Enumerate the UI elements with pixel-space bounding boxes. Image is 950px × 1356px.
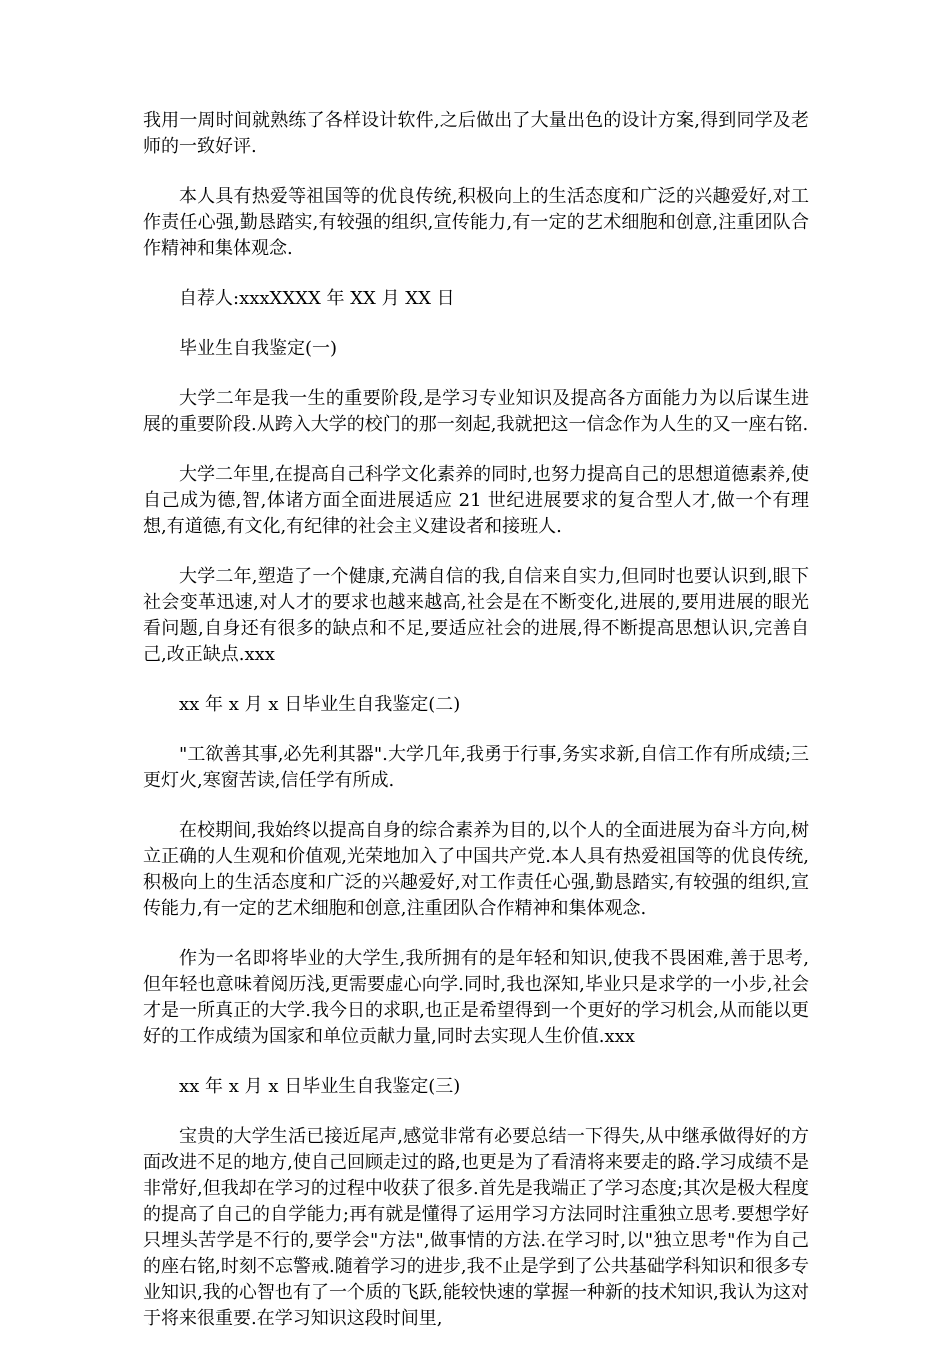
section-heading-3: xx 年 x 月 x 日毕业生自我鉴定(三) [179, 1076, 461, 1097]
document-body [143, 108, 809, 1356]
paragraph-3a: 宝贵的大学生活已接近尾声,感觉非常有必要总结一下得失,从中继承做得好的方面改进不足的地方,使自己回顾走过的路,也更是为了看清将来要走的路.学习成绩不是非常好,但我却在学习的过程中收获了很多.首先是我端正了学习态度;其次是极大程度的提高了自己的自学能力;再有就是懂得了运用学习方法同时注重独立思考.要想学好只埋头苦学是不行的,要学会"方法",做事情的方法.在学习时,以"独立思考"作为自己的座右铭,时刻不忘警戒.随着学习的进步,我不止是学到了公共基础学科知识和很多专业知识,我的心智也有了一个质的飞跃,能较快速的掌握一种新的技术知识,我认为这对于将来很重要.在学习知识这段时间里, [143, 1126, 809, 1329]
paragraph-2a: "工欲善其事,必先利其器".大学几年,我勇于行事,务实求新,自信工作有所成绩;三更灯火,寒窗苦读,信任学有所成. [143, 744, 809, 791]
paragraph-1a: 大学二年是我一生的重要阶段,是学习专业知识及提高各方面能力为以后谋生进展的重要阶段.从跨入大学的校门的那一刻起,我就把这一信念作为人生的又一座右铭. [143, 388, 809, 435]
paragraph-intro-continued: 我用一周时间就熟练了各样设计软件,之后做出了大量出色的设计方案,得到同学及老师的一致好评. [143, 110, 809, 157]
paragraph-2c: 作为一名即将毕业的大学生,我所拥有的是年轻和知识,使我不畏困难,善于思考,但年轻也意味着阅历浅,更需要虚心向学.同时,我也深知,毕业只是求学的一小步,社会才是一所真正的大学.我今日的求职,也正是希望得到一个更好的学习机会,从而能以更好的工作成绩为国家和单位贡献力量,同时去实现人生价值.xxx [143, 948, 809, 1047]
section-heading-2: xx 年 x 月 x 日毕业生自我鉴定(二) [179, 694, 461, 715]
paragraph-2b: 在校期间,我始终以提高自身的综合素养为目的,以个人的全面进展为奋斗方向,树立正确的人生观和价值观,光荣地加入了中国共产党.本人具有热爱祖国等的优良传统,积极向上的生活态度和广泛的兴趣爱好,对工作责任心强,勤恳踏实,有较强的组织,宣传能力,有一定的艺术细胞和创意,注重团队合作精神和集体观念. [143, 820, 809, 919]
paragraph-1b: 大学二年里,在提高自己科学文化素养的同时,也努力提高自己的思想道德素养,使自己成为德,智,体诸方面全面进展适应 21 世纪进展要求的复合型人才,做一个有理想,有道德,有文化,有纪律的社会主义建设者和接班人. [143, 464, 809, 537]
paragraph-personal-qualities: 本人具有热爱等祖国等的优良传统,积极向上的生活态度和广泛的兴趣爱好,对工作责任心强,勤恳踏实,有较强的组织,宣传能力,有一定的艺术细胞和创意,注重团队合作精神和集体观念. [143, 186, 809, 259]
signature-line: 自荐人:xxxXXXX 年 XX 月 XX 日 [179, 288, 455, 309]
section-heading-1: 毕业生自我鉴定(一) [179, 338, 338, 359]
paragraph-1c: 大学二年,塑造了一个健康,充满自信的我,自信来自实力,但同时也要认识到,眼下社会变革迅速,对人才的要求也越来越高,社会是在不断变化,进展的,要用进展的眼光看问题,自身还有很多的缺点和不足,要适应社会的进展,得不断提高思想认识,完善自己,改正缺点.xxx [143, 566, 809, 665]
